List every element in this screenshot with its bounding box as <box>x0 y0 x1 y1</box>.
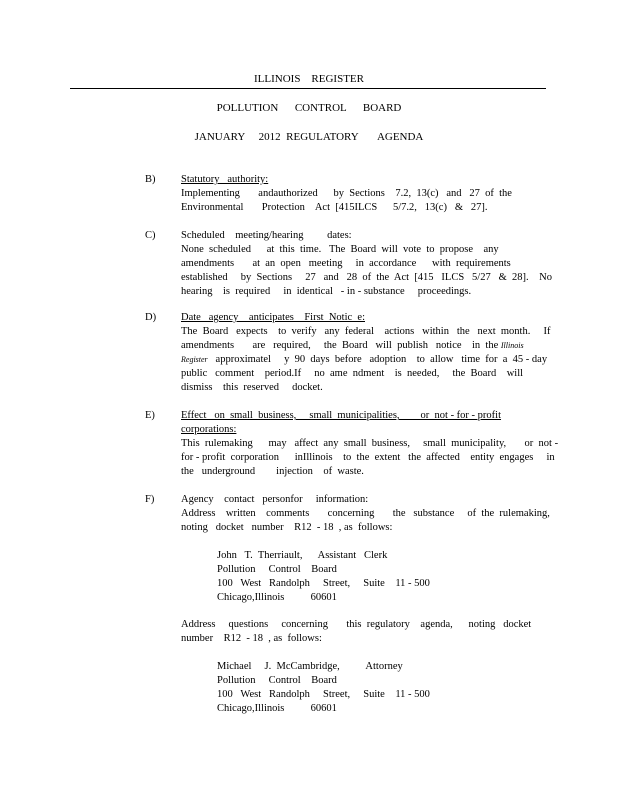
section-e-heading: Effect on small business, small municipalities, or not - for - profit <box>181 410 502 421</box>
section-letter-e: E) <box>145 410 155 421</box>
contact-address-line: Michael J. McCambridge, Attorney <box>217 661 403 672</box>
agenda-title: JANUARY 2012 REGULATORY AGENDA <box>194 131 424 143</box>
section-c-line: established by Sections 27 and 28 of the Act [415 ILCS 5/27 & 28]. No <box>181 272 552 283</box>
section-c-heading: Scheduled meeting/hearing dates: <box>181 230 352 241</box>
section-d-line-text: amendments are required, the Board will publish notice in the <box>181 340 499 351</box>
contact-address-line: Pollution Control Board <box>217 564 337 575</box>
section-d-line: public comment period.If no ame ndment is needed, the Board will <box>181 368 524 379</box>
agency-title: POLLUTION CONTROL BOARD <box>216 102 402 114</box>
journal-name-italic: Register <box>181 355 208 364</box>
section-d-line: dismiss this reserved docket. <box>181 382 323 393</box>
section-letter-b: B) <box>145 174 156 185</box>
section-b-line: Environmental Protection Act [415ILCS 5/7.2, 13(c) & 27]. <box>181 202 488 213</box>
section-d-line <box>181 353 547 367</box>
section-e-heading: corporations: <box>181 424 237 435</box>
section-e-line: This rulemaking may affect any small business, small municipality, or not - <box>181 438 559 449</box>
section-d-line <box>181 339 524 353</box>
journal-name-italic: Illinois <box>500 341 524 350</box>
section-e-line: for - profit corporation inIllinois to the extent the affected entity engages in <box>181 452 555 463</box>
contact-address-line: 100 West Randolph Street, Suite 11 - 500 <box>217 689 430 700</box>
contact-address-line: Chicago,Illinois 60601 <box>217 703 337 714</box>
section-f-line: noting docket number R12 - 18 , as follows: <box>181 522 393 533</box>
section-b-heading: Statutory authority: <box>181 174 269 185</box>
section-f-line: Address written comments concerning the substance of the rulemaking, <box>181 508 550 519</box>
section-e-line: the underground injection of waste. <box>181 466 364 477</box>
section-c-line: hearing is required in identical - in - substance proceedings. <box>181 286 472 297</box>
contact-address-line: John T. Therriault, Assistant Clerk <box>217 550 388 561</box>
section-f-line: number R12 - 18 , as follows: <box>181 633 322 644</box>
section-b-line: Implementing andauthorized by Sections 7.2, 13(c) and 27 of the <box>181 188 512 199</box>
section-c-line: None scheduled at this time. The Board will vote to propose any <box>181 244 499 255</box>
section-d-heading: Date agency anticipates First Notic e: <box>181 312 365 323</box>
section-letter-f: F) <box>145 494 155 505</box>
contact-address-line: 100 West Randolph Street, Suite 11 - 500 <box>217 578 430 589</box>
publication-title: ILLINOIS REGISTER <box>254 73 364 85</box>
section-f-line: Address questions concerning this regulatory agenda, noting docket <box>181 619 532 630</box>
section-letter-c: C) <box>145 230 156 241</box>
section-d-line: The Board expects to verify any federal actions within the next month. If <box>181 326 551 337</box>
section-c-line: amendments at an open meeting in accordance with requirements <box>181 258 511 269</box>
section-f-heading: Agency contact personfor information: <box>181 494 369 505</box>
contact-address-line: Pollution Control Board <box>217 675 337 686</box>
section-letter-d: D) <box>145 312 157 323</box>
header-rule <box>70 88 546 89</box>
section-d-line-text: approximatel y 90 days before adoption to allow time for a 45 - day <box>207 354 548 365</box>
contact-address-line: Chicago,Illinois 60601 <box>217 592 337 603</box>
